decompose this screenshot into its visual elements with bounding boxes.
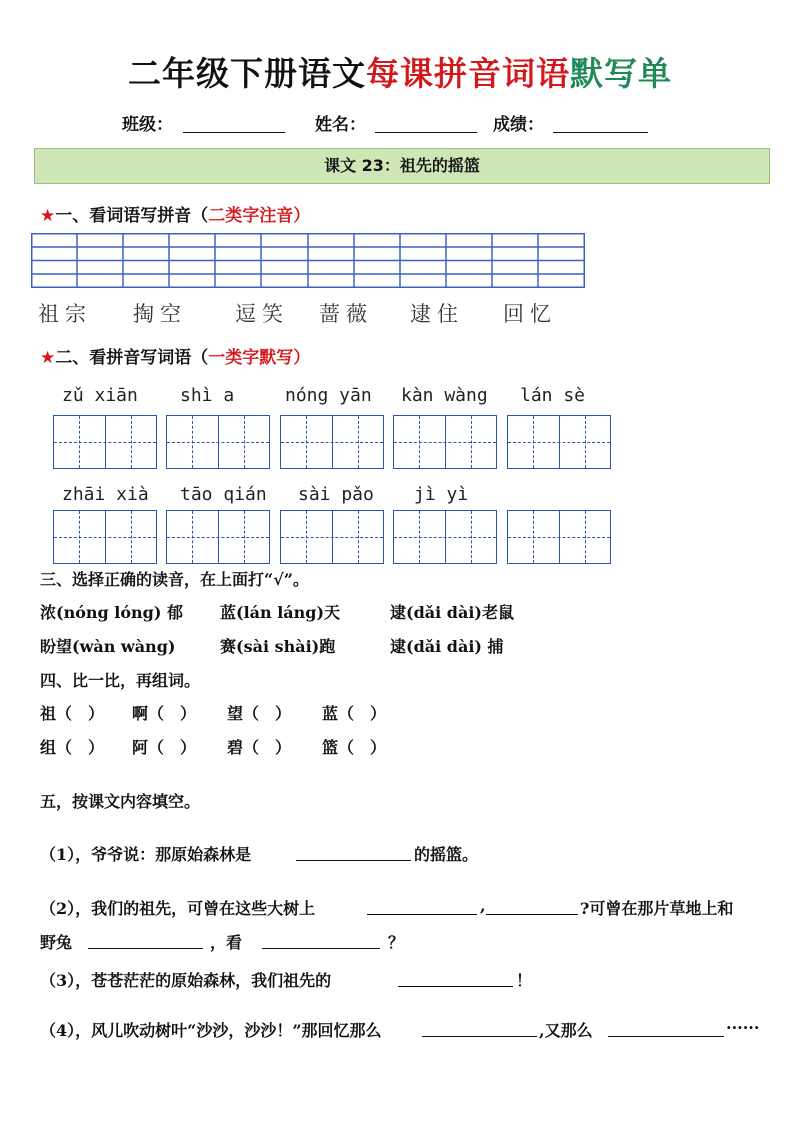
section2-heading: ★二、看拼音写词语（一类字默写） <box>40 348 311 368</box>
compare-item[interactable]: 啊（ ） <box>132 704 197 723</box>
tian-grid-box[interactable] <box>280 415 384 469</box>
word-2: 掏空 <box>133 302 187 326</box>
pinyin-writing-grid[interactable] <box>31 233 585 288</box>
compare-item[interactable]: 碧（ ） <box>227 738 292 757</box>
tian-grid-box[interactable] <box>166 510 270 564</box>
lesson-banner: 课文 23：祖先的摇篮 <box>34 148 770 184</box>
score-blank[interactable] <box>553 132 648 133</box>
q2-blank-4[interactable] <box>262 948 380 949</box>
q3-text: （3），苍苍茫茫的原始森林，我们祖先的 <box>40 971 332 990</box>
q2-text-5: ？ <box>388 933 405 952</box>
word-3: 逗笑 <box>235 302 289 326</box>
compare-item[interactable]: 望（ ） <box>227 704 292 723</box>
q2-comma: , <box>480 896 486 915</box>
q2-blank-1[interactable] <box>367 914 477 915</box>
q2-text-3: 野兔 <box>40 933 73 952</box>
compare-item[interactable]: 组（ ） <box>40 738 105 757</box>
word-6: 回忆 <box>503 302 557 326</box>
page-title: 二年级下册语文每课拼音词语默写单 <box>128 54 672 93</box>
q4-blank-1[interactable] <box>422 1036 537 1037</box>
tian-grid-box[interactable] <box>507 510 611 564</box>
pinyin-6: zhāi xià <box>62 484 149 505</box>
tian-grid-box[interactable] <box>393 415 497 469</box>
choice-item[interactable]: 浓(nóng lóng) 郁 <box>40 603 183 622</box>
choice-item[interactable]: 逮(dǎi dài) 捕 <box>390 637 504 656</box>
tian-grid-box[interactable] <box>53 415 157 469</box>
compare-item[interactable]: 蓝（ ） <box>322 704 387 723</box>
section5-heading: 五，按课文内容填空。 <box>40 792 201 811</box>
pinyin-2: shì a <box>180 385 235 406</box>
tian-grid-box[interactable] <box>507 415 611 469</box>
pinyin-9: jì yì <box>414 484 469 505</box>
choice-item[interactable]: 蓝(lán láng)天 <box>220 603 341 622</box>
class-label: 班级： <box>122 115 173 135</box>
pinyin-5: lán sè <box>520 385 586 406</box>
pinyin-3: nóng yān <box>285 385 372 406</box>
class-blank[interactable] <box>183 132 285 133</box>
choice-item[interactable]: 逮(dǎi dài)老鼠 <box>390 603 514 622</box>
q2-text-4: ，看 <box>210 933 243 952</box>
q2-text-2: ?可曾在那片草地上和 <box>580 899 734 918</box>
star-icon: ★ <box>40 206 56 226</box>
q3-blank[interactable] <box>398 986 513 987</box>
tian-grid-box[interactable] <box>280 510 384 564</box>
q4-text-2: ,又那么 <box>539 1021 593 1040</box>
choice-item[interactable]: 盼望(wàn wàng) <box>40 637 176 656</box>
score-label: 成绩： <box>493 115 544 135</box>
section4-heading: 四、比一比，再组词。 <box>40 671 201 690</box>
compare-item[interactable]: 阿（ ） <box>132 738 197 757</box>
pinyin-1: zǔ xiān <box>62 385 138 406</box>
compare-item[interactable]: 祖（ ） <box>40 704 105 723</box>
name-label: 姓名： <box>315 115 366 135</box>
q4-text: （4），风儿吹动树叶“沙沙，沙沙！”那回忆那么 <box>40 1021 382 1040</box>
q2-text: （2），我们的祖先，可曾在这些大树上 <box>40 899 316 918</box>
tian-grid-box[interactable] <box>393 510 497 564</box>
star-icon: ★ <box>40 348 56 368</box>
q1-blank[interactable] <box>296 860 411 861</box>
pinyin-8: sài pǎo <box>298 484 374 505</box>
compare-item[interactable]: 篮（ ） <box>322 738 387 757</box>
tian-grid-box[interactable] <box>53 510 157 564</box>
word-1: 祖宗 <box>38 302 92 326</box>
pinyin-4: kàn wàng <box>401 385 488 406</box>
word-4: 蔷薇 <box>319 302 373 326</box>
name-blank[interactable] <box>375 132 477 133</box>
tian-grid-box[interactable] <box>166 415 270 469</box>
q1-text-end: 的摇篮。 <box>414 845 479 864</box>
section1-heading: ★一、看词语写拼音（二类字注音） <box>40 206 311 226</box>
section3-heading: 三、选择正确的读音，在上面打“√”。 <box>40 570 309 589</box>
q4-blank-2[interactable] <box>608 1036 724 1037</box>
q3-text-end: ！ <box>516 971 533 990</box>
q2-blank-3[interactable] <box>88 948 203 949</box>
q2-blank-2[interactable] <box>486 914 578 915</box>
q1-text: （1），爷爷说：那原始森林是 <box>40 845 252 864</box>
pinyin-7: tāo qián <box>180 484 267 505</box>
word-5: 逮住 <box>410 302 464 326</box>
q4-ellipsis: ······ <box>726 1018 760 1037</box>
choice-item[interactable]: 赛(sài shài)跑 <box>220 637 336 656</box>
